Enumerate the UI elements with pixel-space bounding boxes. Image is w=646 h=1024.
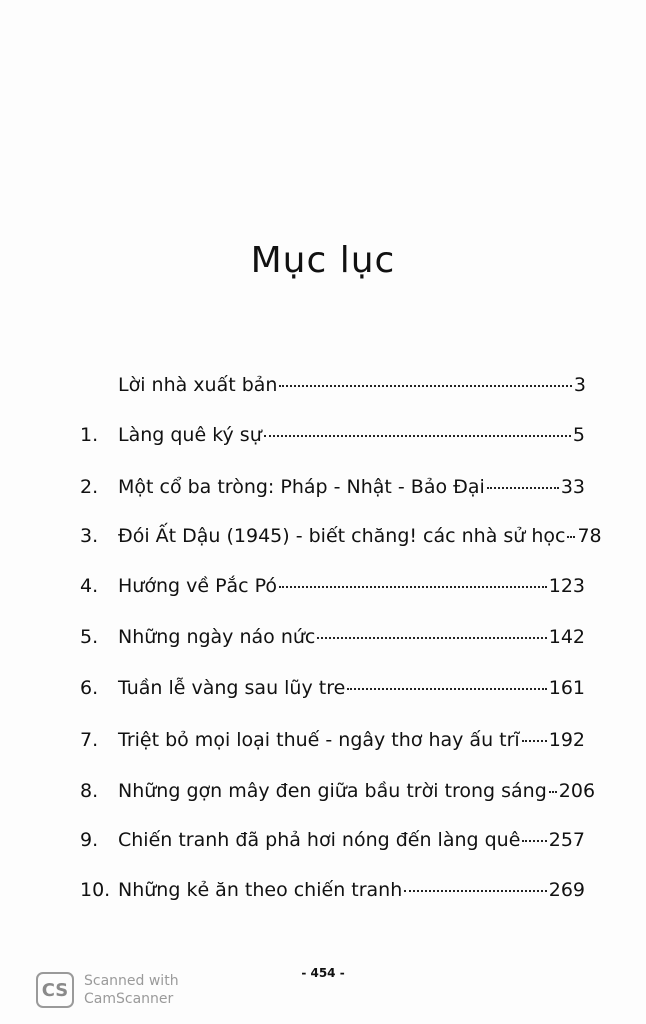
toc-entry-number: 9.	[80, 829, 99, 851]
toc-entry-title: Tuần lễ vàng sau lũy tre	[118, 677, 346, 699]
toc-entry-3[interactable]	[80, 525, 602, 555]
toc-entry-page: 192	[548, 729, 585, 751]
toc-entry-title: Hướng về Pắc Pó	[118, 575, 278, 597]
camscanner-watermark	[84, 972, 179, 1008]
dot-leader	[317, 637, 546, 639]
toc-entry-10[interactable]	[80, 879, 585, 909]
toc-entry-page: 206	[558, 780, 596, 802]
toc-entry-number: 7.	[80, 729, 99, 751]
toc-entry-6[interactable]	[80, 677, 585, 707]
toc-entry-page: 78	[577, 525, 602, 547]
toc-entry-page: 123	[548, 575, 585, 597]
toc-entry-5[interactable]	[80, 626, 585, 656]
toc-entry-title: Triệt bỏ mọi loại thuế - ngây thơ hay ấu trĩ	[118, 729, 520, 751]
toc-entry-page: 5	[572, 424, 585, 446]
dot-leader	[279, 385, 571, 387]
toc-entry-title: Những ngày náo nức	[118, 626, 316, 648]
toc-entry-page: 269	[548, 879, 585, 901]
dot-leader	[347, 688, 546, 690]
toc-entry-2[interactable]	[80, 476, 585, 506]
toc-entry-page: 33	[560, 476, 585, 498]
toc-entry-number: 4.	[80, 575, 99, 597]
dot-leader	[487, 487, 559, 489]
toc-entry-preface[interactable]	[118, 374, 586, 404]
toc-entry-title: Làng quê ký sự	[118, 424, 262, 446]
dot-leader	[567, 536, 575, 538]
toc-entry-title: Một cổ ba tròng: Pháp - Nhật - Bảo Đại	[118, 476, 485, 498]
watermark-line-1: Scanned with	[84, 973, 179, 989]
toc-entry-4[interactable]	[80, 575, 585, 605]
toc-entry-number: 5.	[80, 626, 99, 648]
toc-entry-number: 6.	[80, 677, 99, 699]
toc-entry-number: 8.	[80, 780, 99, 802]
dot-leader	[522, 740, 547, 742]
toc-entry-page: 142	[548, 626, 585, 648]
toc-entry-title: Những gợn mây đen giữa bầu trời trong sáng	[118, 780, 547, 802]
dot-leader	[264, 435, 571, 437]
page-title: Mục lục	[250, 240, 396, 281]
toc-entry-1[interactable]	[80, 424, 585, 454]
toc-entry-title: Đói Ất Dậu (1945) - biết chăng! các nhà sử học	[118, 525, 566, 547]
toc-entry-page: 161	[548, 677, 585, 699]
toc-entry-number: 1.	[80, 424, 99, 446]
toc-entry-title: Chiến tranh đã phả hơi nóng đến làng quê	[118, 829, 521, 851]
toc-entry-number: 10.	[80, 879, 111, 901]
page-number: - 454 -	[301, 966, 345, 980]
watermark-line-2: CamScanner	[84, 991, 174, 1007]
toc-entry-title: Lời nhà xuất bản	[118, 374, 278, 396]
toc-entry-page: 257	[548, 829, 585, 851]
toc-entry-8[interactable]	[80, 780, 596, 810]
dot-leader	[404, 890, 546, 892]
camscanner-logo-icon: CS	[36, 972, 74, 1008]
dot-leader	[549, 791, 557, 793]
toc-entry-number: 3.	[80, 525, 99, 547]
toc-entry-number: 2.	[80, 476, 99, 498]
toc-entry-9[interactable]	[80, 829, 585, 859]
dot-leader	[279, 586, 547, 588]
toc-entry-7[interactable]	[80, 729, 585, 759]
toc-entry-page: 3	[573, 374, 586, 396]
dot-leader	[522, 840, 546, 842]
toc-entry-title: Những kẻ ăn theo chiến tranh	[118, 879, 403, 901]
